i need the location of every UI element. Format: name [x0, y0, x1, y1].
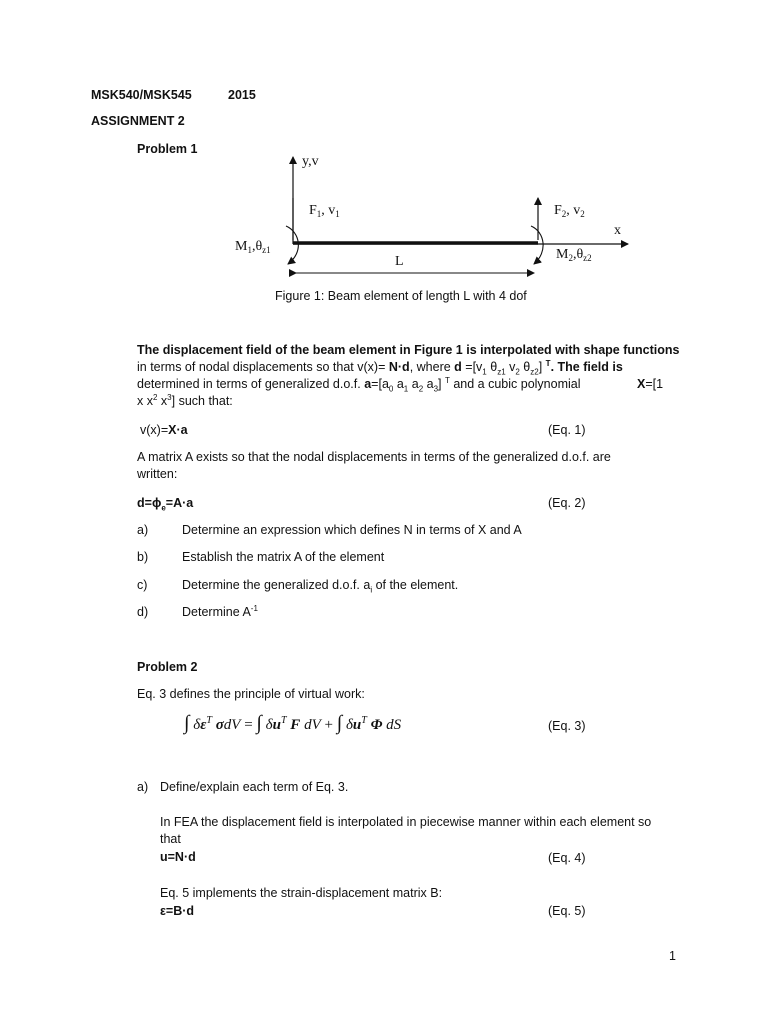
task-c-label: c) — [137, 578, 148, 592]
intro-line-1: The displacement field of the beam element in Figure 1 is interpolated with shape functions — [137, 343, 680, 357]
task-a-label: a) — [137, 523, 149, 537]
equation-2-tag: (Eq. 2) — [548, 496, 586, 510]
label-length: L — [395, 254, 404, 269]
assignment-title: ASSIGNMENT 2 — [91, 114, 185, 128]
label-m1-theta1: $M_1,\theta_{z1}$ — [235, 239, 271, 255]
task-b-label: b) — [137, 550, 149, 564]
equation-1: v(x)=X·a — [140, 423, 188, 437]
label-m2-theta2: $M_2,\theta_{z2}$ — [556, 247, 592, 263]
task-c-text: Determine the generalized d.o.f. $a_i$ of the element. — [182, 578, 459, 595]
label-f1-v1: $F_1$, $v_1$ — [309, 203, 340, 219]
p2-task-a-label: a) — [137, 780, 149, 794]
integral-sign: ∫ — [184, 712, 190, 734]
equation-4-tag: (Eq. 4) — [548, 851, 586, 865]
equation-3: ∫ $\delta\varepsilon^T$ σdV = ∫ $\delta u^T$ F dV + ∫ $\delta u^T$ Φ dS — [184, 712, 402, 734]
task-d-text: Determine $A^{-1}$ — [182, 603, 258, 619]
para2-line-1: A matrix A exists so that the nodal displacements in terms of the generalized d.o.f. are — [137, 450, 611, 464]
label-f2-v2: $F_2$, $v_2$ — [554, 203, 585, 219]
intro-line-2: in terms of nodal displacements so that v(x)= N·d, where $d =[v_1$ $\theta_{z1}$ $v_2$ $\theta_{z2}$] $^T$. The field is — [137, 358, 623, 377]
integral-sign: ∫ — [336, 712, 343, 734]
problem2-intro: Eq. 3 defines the principle of virtual work: — [137, 687, 365, 701]
label-yv: y,v — [302, 154, 319, 169]
problem-2-title: Problem 2 — [137, 660, 198, 674]
para2-line-2: written: — [137, 467, 178, 481]
task-d-label: d) — [137, 605, 149, 619]
intro-line-3: determined in terms of generalized d.o.f. $a=[a_0$ $a_1$ $a_2$ $a_3$] $^T$ and a cubic polynomial — [137, 375, 581, 394]
task-a-text: Determine an expression which defines N in terms of X and A — [182, 523, 522, 537]
year: 2015 — [228, 88, 256, 102]
intro-line-4: x $x^2$ $x^3$] such that: — [137, 392, 233, 408]
equation-4: u=N·d — [160, 850, 196, 864]
equation-1-tag: (Eq. 1) — [548, 423, 586, 437]
figure-caption: Figure 1: Beam element of length L with 4 dof — [275, 289, 527, 303]
equation-2: $d=\phi_e=A\cdot a$ — [137, 496, 194, 513]
fea-line-1: In FEA the displacement field is interpolated in piecewise manner within each element so — [160, 815, 652, 829]
moment-m1-arc — [286, 226, 298, 264]
page-number: 1 — [669, 949, 676, 963]
problem-1-title: Problem 1 — [137, 142, 198, 156]
label-x: x — [614, 223, 621, 238]
course-code: MSK540/MSK545 — [91, 88, 192, 102]
beam-figure — [220, 148, 640, 283]
task-b-text: Establish the matrix A of the element — [182, 550, 385, 564]
fea-line-2: that — [160, 832, 181, 846]
equation-3-tag: (Eq. 3) — [548, 719, 586, 733]
integral-sign: ∫ — [256, 712, 262, 734]
moment-m2-arc — [531, 226, 543, 264]
p2-task-a-text: Define/explain each term of Eq. 3. — [160, 780, 349, 794]
equation-5: ε=B·d — [160, 904, 195, 918]
equation-5-tag: (Eq. 5) — [548, 904, 586, 918]
eq5-intro: Eq. 5 implements the strain-displacement matrix B: — [160, 886, 443, 900]
intro-line-3-x: X=[1 — [637, 377, 664, 391]
